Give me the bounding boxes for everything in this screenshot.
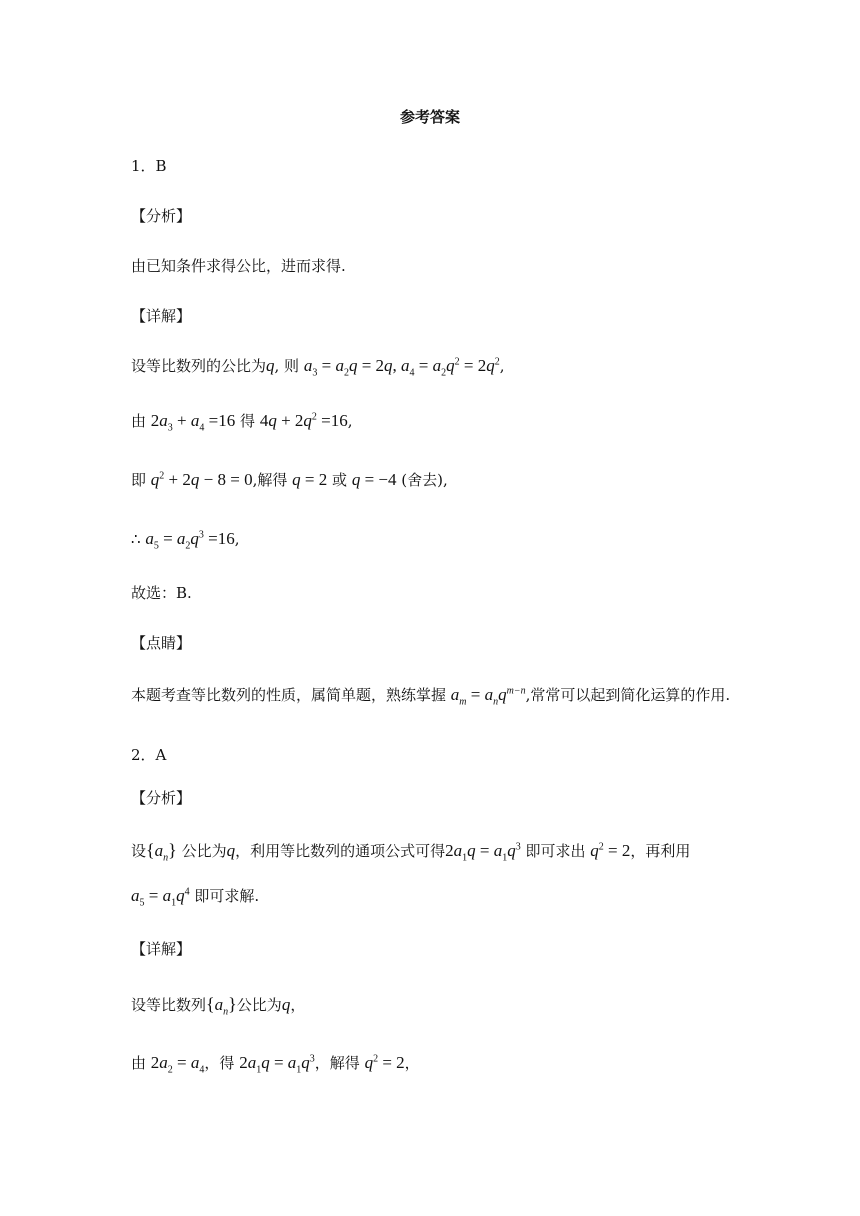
formula: $4q + 2q^2 =16$ bbox=[259, 411, 348, 430]
q1-conclusion: 故选：B. bbox=[131, 584, 192, 602]
formula: $2a_1q = a_1q^3$ bbox=[239, 1053, 315, 1076]
q2-analysis-mid3: 即可求出 bbox=[525, 842, 586, 860]
q2-answer-number: 2．A bbox=[131, 746, 167, 764]
q1-step3-prefix: 即 bbox=[131, 471, 147, 489]
q2-analysis-suffix: ，再利用 bbox=[630, 842, 691, 860]
q1-step3-or: 或 bbox=[332, 471, 348, 489]
q1-detail-step2: 由 $2a_3 + a_4 =16$ 得 $4q + 2q^2 =16$, bbox=[131, 411, 353, 434]
formula: $q^2 = 2$ bbox=[590, 841, 631, 860]
q1-detail-step1: 设等比数列的公比为q, 则 $a_3 = a_2q = 2q$, $a_4 = a_2q^2 = 2q^2$, bbox=[131, 356, 505, 379]
page-title: 参考答案 bbox=[399, 108, 460, 126]
q2-step1-suffix: ， bbox=[290, 996, 306, 1014]
formula: $2a_1q = a_1q^3$ bbox=[445, 841, 521, 864]
q2-detail-step2 bbox=[131, 1053, 420, 1076]
q2-step2-prefix: 由 bbox=[131, 1054, 147, 1072]
formula: $a_5 = a_2q^3 =16$ bbox=[145, 529, 235, 552]
formula: $\{a_n\}$ bbox=[206, 994, 237, 1018]
q2-analysis-line2-suffix: 即可求解. bbox=[194, 887, 260, 905]
formula: q bbox=[266, 356, 275, 375]
q2-analysis-line1 bbox=[131, 840, 691, 864]
q1-step3-middle: ,解得 bbox=[252, 471, 288, 489]
formula: q = −4 bbox=[351, 470, 397, 489]
q1-step1-prefix: 设等比数列的公比为 bbox=[131, 357, 267, 375]
q1-comment-suffix: ,常常可以起到简化运算的作用. bbox=[525, 686, 731, 704]
q1-step1-middle: , 则 bbox=[274, 357, 300, 375]
formula: q bbox=[226, 841, 236, 860]
formula: $a_3 = a_2q = 2q$, $a_4 = a_2q^2 = 2q^2$ bbox=[303, 356, 500, 379]
q2-detail-step1 bbox=[131, 994, 306, 1018]
q1-comment-prefix: 本题考查等比数列的性质，属简单题，熟练掌握 bbox=[131, 686, 447, 704]
formula: $q^2 + 2q - 8 = 0$ bbox=[150, 470, 253, 489]
q1-step3-suffix: (舍去), bbox=[401, 471, 448, 489]
formula: $2a_2 = a_4$ bbox=[150, 1053, 205, 1076]
q1-comment-text bbox=[131, 685, 731, 708]
q1-analysis-text: 由已知条件求得公比，进而求得. bbox=[131, 257, 346, 275]
q2-detail-heading: 【详解】 bbox=[131, 940, 192, 958]
q1-detail-heading: 【详解】 bbox=[131, 307, 192, 325]
therefore-symbol: ∴ bbox=[131, 530, 141, 548]
q1-answer-number: 1．B bbox=[131, 157, 167, 175]
formula: $a_5 = a_1q^4$ bbox=[131, 886, 190, 909]
q1-step2-middle: 得 bbox=[240, 412, 256, 430]
q2-step1-middle: 公比为 bbox=[236, 996, 282, 1014]
formula: $a_m = a_nq^{m-n}$ bbox=[450, 685, 526, 708]
q2-analysis-prefix: 设 bbox=[131, 842, 147, 860]
q1-detail-step4: ∴ $a_5 = a_2q^3 =16$, bbox=[131, 529, 240, 552]
formula: $\{a_n\}$ bbox=[146, 840, 177, 864]
q2-analysis-line2 bbox=[131, 886, 260, 909]
q2-step1-prefix: 设等比数列 bbox=[131, 996, 207, 1014]
q1-analysis-heading: 【分析】 bbox=[131, 207, 192, 225]
q2-step2-suffix: ， bbox=[404, 1054, 420, 1072]
q2-step2-mid1: ，得 bbox=[204, 1054, 235, 1072]
formula: $2a_3 + a_4 =16$ bbox=[150, 411, 236, 434]
q2-analysis-heading: 【分析】 bbox=[131, 789, 192, 807]
formula: $q^2 = 2$ bbox=[364, 1053, 405, 1072]
q1-comment-heading: 【点睛】 bbox=[131, 634, 192, 652]
q1-detail-step3 bbox=[131, 470, 448, 490]
q2-step2-mid2: ，解得 bbox=[314, 1054, 360, 1072]
q2-analysis-mid1: 公比为 bbox=[181, 842, 227, 860]
q1-step2-prefix: 由 bbox=[131, 412, 147, 430]
formula: q = 2 bbox=[292, 470, 328, 489]
formula: q bbox=[281, 995, 291, 1014]
q2-analysis-mid2: ，利用等比数列的通项公式可得 bbox=[235, 842, 446, 860]
